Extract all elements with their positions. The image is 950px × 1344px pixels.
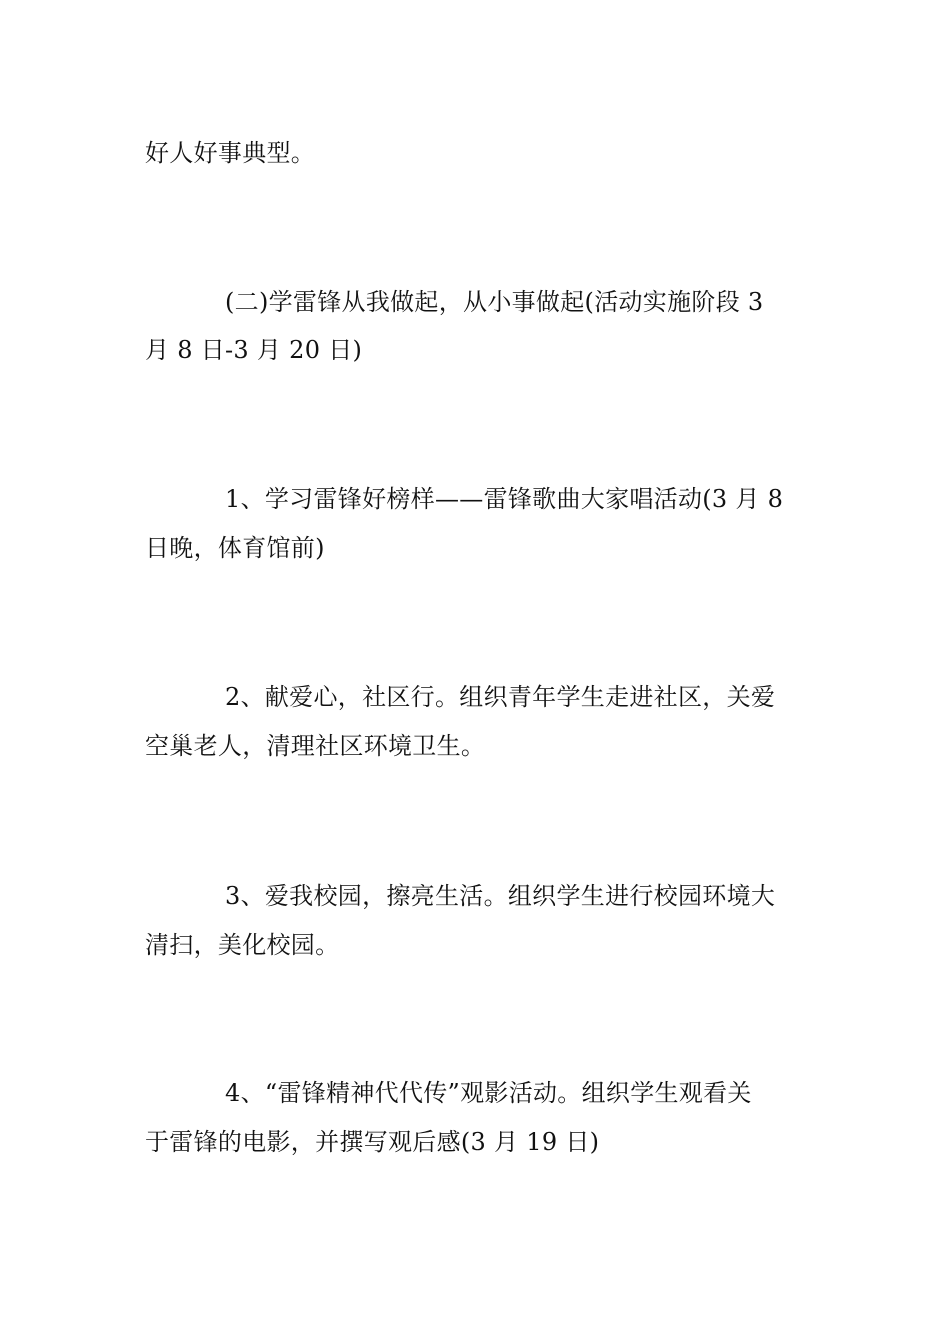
list-item-line: 清扫，美化校园。 xyxy=(145,931,340,959)
list-item-line: 1、学习雷锋好榜样——雷锋歌曲大家唱活动(3 月 8 xyxy=(225,485,784,513)
section-heading-line: 月 8 日-3 月 20 日) xyxy=(145,336,363,364)
list-item-line: 2、献爱心，社区行。组织青年学生走进社区，关爱 xyxy=(225,683,776,711)
list-item-line: 日晚，体育馆前) xyxy=(145,534,325,562)
list-item-line: 于雷锋的电影，并撰写观后感(3 月 19 日) xyxy=(145,1128,600,1156)
list-item-line: 4、“雷锋精神代代传”观影活动。组织学生观看关 xyxy=(225,1079,752,1107)
list-item-line: 3、爱我校园，擦亮生活。组织学生进行校园环境大 xyxy=(225,882,776,910)
list-item-line: 空巢老人，清理社区环境卫生。 xyxy=(145,732,486,760)
section-heading-line: (二)学雷锋从我做起，从小事做起(活动实施阶段 3 xyxy=(225,288,764,316)
paragraph-line: 好人好事典型。 xyxy=(145,139,316,167)
